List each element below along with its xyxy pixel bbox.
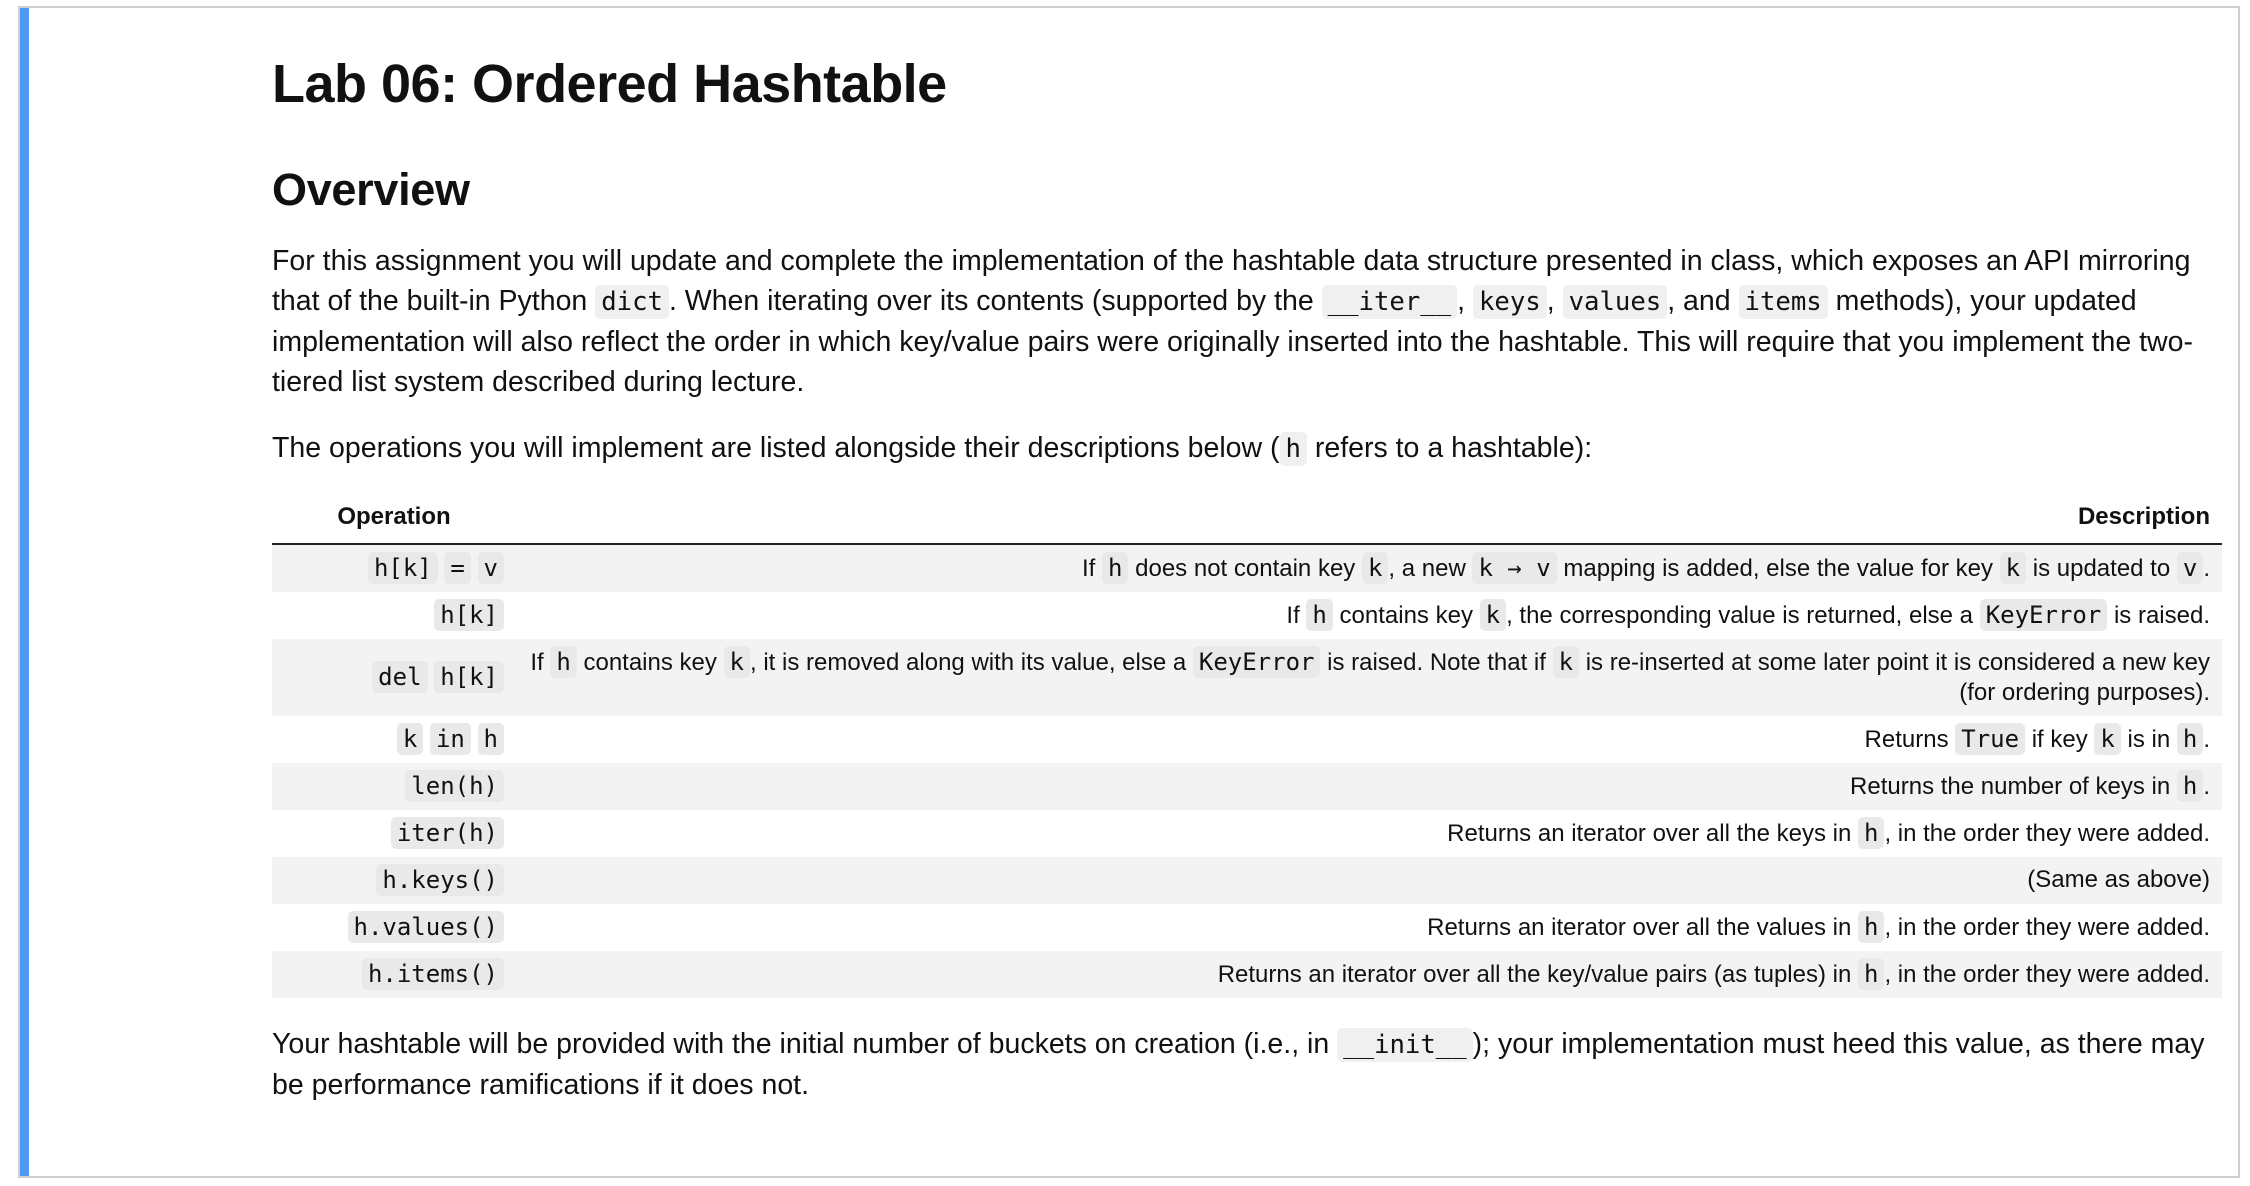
inline-code: __iter__ <box>1322 285 1458 319</box>
description-cell: Returns an iterator over all the keys in h , in the order they were added. <box>1447 818 2210 847</box>
op-code: h <box>478 723 504 755</box>
op-code: v <box>478 552 504 584</box>
op-code: h[k] <box>434 661 504 693</box>
table-row <box>272 639 2222 716</box>
table-row <box>272 951 2222 998</box>
buckets-paragraph: Your hashtable will be provided with the initial number of buckets on creation (i.e., in __init__ ); your implementation must heed this value, as there may be performance ramifications if it does not. <box>272 1027 2205 1101</box>
op-code: h.values() <box>348 911 505 943</box>
operation-cell <box>272 544 516 592</box>
inline-code: k <box>2094 723 2120 755</box>
op-code: = <box>444 552 470 584</box>
op-code: in <box>430 723 471 755</box>
inline-code: h <box>2177 770 2203 802</box>
operations-intro-paragraph: The operations you will implement are listed alongside their descriptions below ( h refers to a hashtable): <box>272 431 1593 464</box>
description-cell: If h does not contain key k , a new k → v mapping is added, else the value for key k is updated to v . <box>1082 553 2210 582</box>
operations-table <box>272 493 2222 998</box>
description-cell: If h contains key k , it is removed along with its value, else a KeyError is raised. Note that if k is re-inserted at some later point it is considered a new key (for ordering purposes). <box>530 647 2210 706</box>
inline-code: h <box>1102 552 1128 584</box>
operation-cell <box>272 810 516 857</box>
inline-code: h <box>1858 958 1884 990</box>
description-cell: If h contains key k , the corresponding value is returned, else a KeyError is raised. <box>1286 600 2210 629</box>
description-cell: Returns an iterator over all the key/value pairs (as tuples) in h , in the order they were added. <box>1217 959 2210 988</box>
inline-code: k <box>1480 599 1506 631</box>
inline-code: h <box>1858 817 1884 849</box>
document-frame <box>18 6 2240 1178</box>
inline-code: True <box>1955 723 2025 755</box>
table-row <box>272 716 2222 763</box>
inline-code: h <box>1280 432 1307 466</box>
op-code: h[k] <box>434 599 504 631</box>
operation-cell <box>272 857 516 904</box>
inline-code: h <box>1306 599 1332 631</box>
table-row <box>272 544 2222 592</box>
op-code: h[k] <box>368 552 438 584</box>
overview-heading: Overview <box>272 163 470 215</box>
inline-code: __init__ <box>1337 1028 1473 1062</box>
document-content <box>272 52 2222 1105</box>
operation-cell <box>272 904 516 951</box>
inline-code: k <box>724 646 750 678</box>
operation-cell <box>272 716 516 763</box>
inline-code: k → v <box>1472 552 1556 584</box>
inline-code: h <box>2177 723 2203 755</box>
operation-column-header: Operation <box>272 493 516 544</box>
page-title: Lab 06: Ordered Hashtable <box>272 54 947 114</box>
inline-code: KeyError <box>1980 599 2108 631</box>
op-code: h.keys() <box>376 864 504 896</box>
description-cell: Returns an iterator over all the values in h , in the order they were added. <box>1427 912 2210 941</box>
operation-cell <box>272 592 516 639</box>
intro-paragraph: For this assignment you will update and complete the implementation of the hashtable data structure presented in class, which exposes an API mirroring that of the built-in Python dict . When iterating over its contents (supported by the __iter__ , keys , values , and items methods), your updated implementation will also reflect the order in which key/value pairs were originally inserted into the hashtable. This will require that you implement the two-tiered list system described during lecture. <box>272 244 2193 398</box>
operation-cell <box>272 763 516 810</box>
description-column-header: Description <box>516 493 2222 544</box>
description-cell: Returns True if key k is in h . <box>1864 724 2210 753</box>
table-header-row <box>272 493 2222 544</box>
op-code: len(h) <box>405 770 504 802</box>
table-row <box>272 810 2222 857</box>
inline-code: KeyError <box>1193 646 1321 678</box>
inline-code: h <box>550 646 576 678</box>
inline-code: values <box>1563 285 1668 319</box>
description-cell: Returns the number of keys in h . <box>1850 771 2210 800</box>
inline-code: items <box>1739 285 1828 319</box>
inline-code: keys <box>1473 285 1547 319</box>
op-code: k <box>397 723 423 755</box>
operation-cell <box>272 951 516 998</box>
op-code: h.items() <box>362 958 504 990</box>
inline-code: k <box>2000 552 2026 584</box>
table-row <box>272 857 2222 904</box>
inline-code: h <box>1858 911 1884 943</box>
left-accent-bar <box>20 8 29 1176</box>
op-code: iter(h) <box>391 817 504 849</box>
op-code: del <box>372 661 427 693</box>
inline-code: k <box>1362 552 1388 584</box>
table-row <box>272 763 2222 810</box>
inline-code: v <box>2177 552 2203 584</box>
operation-cell <box>272 639 516 716</box>
table-row <box>272 592 2222 639</box>
description-cell: (Same as above) <box>2027 866 2210 894</box>
inline-code: dict <box>595 285 669 319</box>
inline-code: k <box>1553 646 1579 678</box>
table-row <box>272 904 2222 951</box>
